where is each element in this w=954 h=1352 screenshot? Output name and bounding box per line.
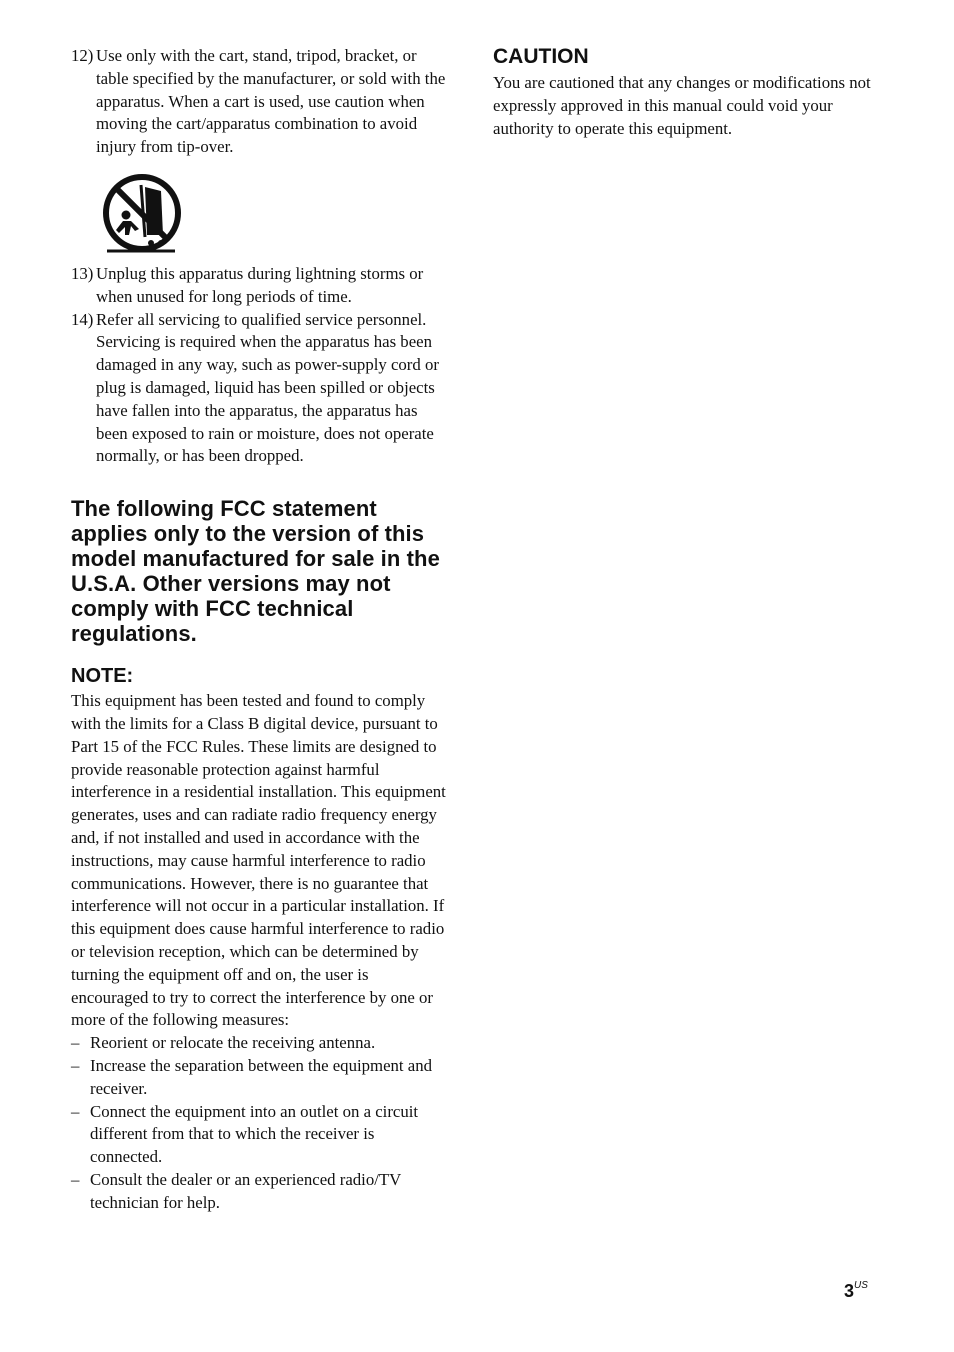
dash-bullet: – <box>71 1033 80 1053</box>
safety-item-12 <box>71 45 449 159</box>
dash-bullet: – <box>71 1055 80 1075</box>
item-text: Use only with the cart, stand, tripod, bracket, or table specified by the manufacturer, or sold with the apparatus. When a cart is used, use caution when moving the cart/apparatus combination to avoid injury from tip-over. <box>96 46 446 157</box>
caution-heading: CAUTION <box>493 45 589 68</box>
item-text: Refer all servicing to qualified service personnel. Servicing is required when the apparatus has been damaged in any way, such as power-supply cord or plug is damaged, liquid has been spilled or objects have fallen into the apparatus, the apparatus has been exposed to rain or moisture, does not operate normally, or has been dropped. <box>96 309 439 466</box>
item-number: 14) <box>71 309 94 329</box>
fcc-statement-heading: The following FCC statement applies only to the version of this model manufactured for sale in the U.S.A. Other versions may not comply with FCC technical regulations. <box>71 496 440 647</box>
page-number <box>844 1281 868 1302</box>
list-item <box>71 1055 449 1101</box>
list-item <box>71 1169 449 1215</box>
measures-list <box>71 1032 449 1214</box>
page-number-digit: 3 <box>844 1281 855 1301</box>
note-heading: NOTE: <box>71 665 134 688</box>
caution-body: You are cautioned that any changes or modifications not expressly approved in this manual could void your authority to operate this equipment. <box>493 73 871 138</box>
item-text: Unplug this apparatus during lightning storms or when unused for long periods of time. <box>96 263 424 306</box>
list-item <box>71 1101 449 1169</box>
left-column <box>71 45 449 1214</box>
list-item <box>71 1032 449 1055</box>
page-number-suffix: US <box>854 1280 868 1291</box>
item-number: 13) <box>71 263 94 283</box>
right-column <box>493 45 878 140</box>
safety-item-13 <box>71 263 449 309</box>
list-item-text: Increase the separation between the equipment and receiver. <box>90 1055 432 1098</box>
note-body: This equipment has been tested and found to comply with the limits for a Class B digital device, pursuant to Part 15 of the FCC Rules. These limits are designed to provide reasonable protection against harmful interference in a residential installation. This equipment generates, uses and can radiate radio frequency energy and, if not installed and used in accordance with the instructions, may cause harmful interference to radio communications. However, there is no guarantee that interference will not occur in a particular installation. If this equipment does cause harmful interference to radio or television reception, which can be determined by turning the equipment off and on, the user is encouraged to try to correct the interference by one or more of the following measures: <box>71 691 446 1030</box>
dash-bullet: – <box>71 1101 80 1121</box>
list-item-text: Reorient or relocate the receiving antenna. <box>90 1033 376 1053</box>
dash-bullet: – <box>71 1169 80 1189</box>
safety-item-14 <box>71 309 449 469</box>
list-item-text: Connect the equipment into an outlet on a circuit different from that to which the receiver is connected. <box>90 1101 419 1167</box>
list-item-text: Consult the dealer or an experienced radio/TV technician for help. <box>90 1169 401 1212</box>
item-number: 12) <box>71 46 94 65</box>
cart-tip-over-warning-icon <box>101 173 183 255</box>
